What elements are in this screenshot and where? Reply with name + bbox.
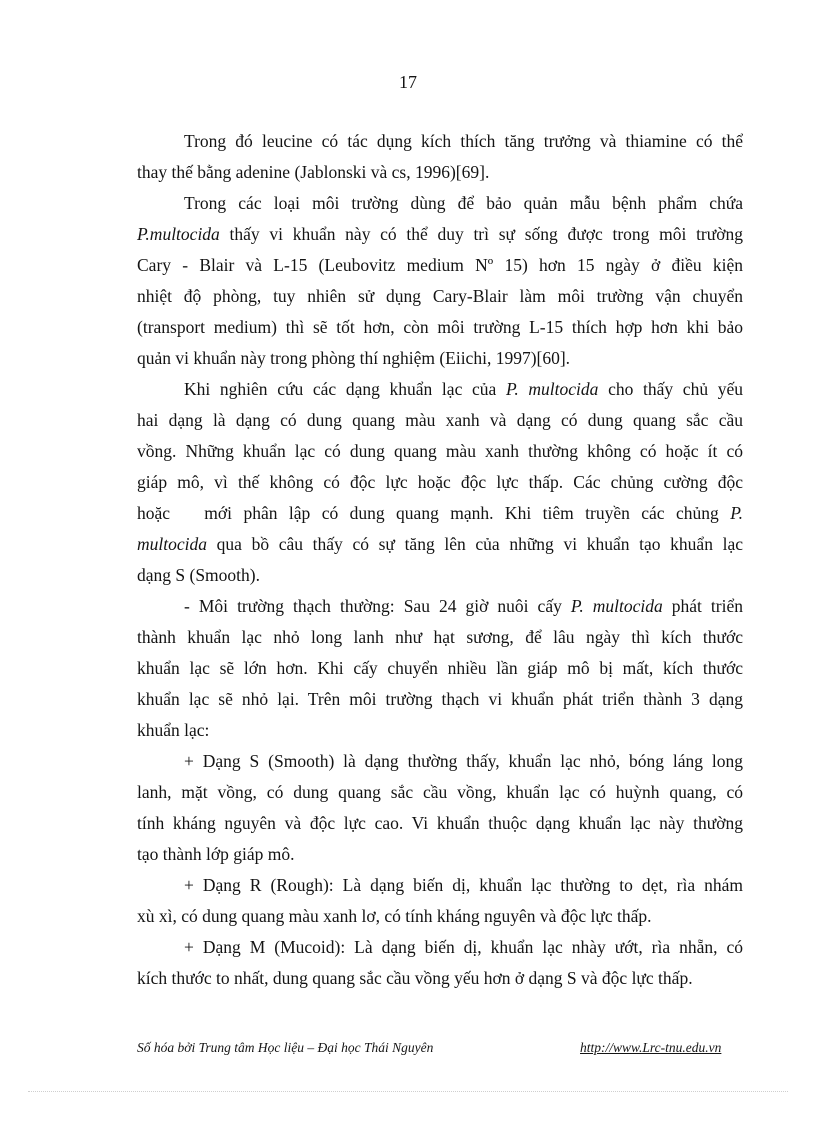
text-line [137,746,743,777]
text-line [137,901,743,932]
text-segment: phát triển [662,596,743,616]
text-line [137,467,743,498]
text-segment: hai dạng là dạng có dung quang màu xanh và dạng có dung quang sắc cầu [137,410,743,430]
text-segment: vồng. Những khuẩn lạc có dung quang màu xanh thường không có hoặc ít có [137,441,743,461]
footer-credit: Số hóa bởi Trung tâm Học liệu – Đại học Thái Nguyên [137,1040,434,1055]
text-line [137,250,743,281]
text-segment: tính kháng nguyên và độc lực cao. Vi khuẩn thuộc dạng khuẩn lạc này thường [137,813,743,833]
page-bottom-divider [28,1091,788,1092]
species-name: multocida [137,534,207,554]
text-line [137,157,743,188]
text-segment: Khi nghiên cứu các dạng khuẩn lạc của [184,379,506,399]
text-segment: thay thế bằng adenine (Jablonski và cs, 1996)[69]. [137,162,490,182]
text-segment: quản vi khuẩn này trong phòng thí nghiệm (Eiichi, 1997)[60]. [137,348,571,368]
species-name: P. multocida [570,596,663,616]
text-line [137,529,743,560]
text-segment: thấy vi khuẩn này có thể duy trì sự sống được trong môi trường [219,224,743,244]
text-line [137,963,743,994]
text-line [137,684,743,715]
text-segment: kích thước to nhất, dung quang sắc cầu vồng yếu hơn ở dạng S và độc lực thấp. [137,968,693,988]
text-segment: thành khuẩn lạc nhỏ long lanh như hạt sương, để lâu ngày thì kích thước [137,627,743,647]
text-line [137,312,743,343]
text-line [137,374,743,405]
text-line [137,932,743,963]
text-segment: Trong đó leucine có tác dụng kích thích tăng trưởng và thiamine có thể [184,131,743,151]
text-segment: tạo thành lớp giáp mô. [137,844,295,864]
text-segment: Cary - Blair và L-15 (Leubovitz medium Nº 15) hơn 15 ngày ở điều kiện [137,255,743,275]
text-line [137,281,743,312]
text-segment: + Dạng S (Smooth) là dạng thường thấy, khuẩn lạc nhỏ, bóng láng long [184,751,743,771]
text-segment: (transport medium) thì sẽ tốt hơn, còn môi trường L-15 thích hợp hơn khi bảo [137,317,743,337]
text-segment: giáp mô, vì thế không có độc lực hoặc độc lực thấp. Các chủng cường độc [137,472,743,492]
text-segment: + Dạng R (Rough): Là dạng biến dị, khuẩn lạc thường to dẹt, rìa nhám [184,875,743,895]
text-line [137,653,743,684]
text-line [137,219,743,250]
text-segment: Trong các loại môi trường dùng để bảo quản mẫu bệnh phẩm chứa [184,193,743,213]
text-segment: nhiệt độ phòng, tuy nhiên sử dụng Cary-Blair làm môi trường vận chuyển [137,286,743,306]
text-line [137,808,743,839]
species-name: P. multocida [505,379,599,399]
text-line [137,839,743,870]
text-segment: + Dạng M (Mucoid): Là dạng biến dị, khuẩn lạc nhày ướt, rìa nhẵn, có [184,937,743,957]
text-segment: cho thấy chủ yếu [598,379,743,399]
text-line [137,498,743,529]
text-segment: qua bồ câu thấy có sự tăng lên của những vi khuẩn tạo khuẩn lạc [207,534,743,554]
body-text [137,126,743,994]
text-line [137,126,743,157]
species-name: P.multocida [137,224,220,244]
text-segment: hoặc mới phân lập có dung quang mạnh. Khi tiêm truyền các chủng [137,503,731,523]
text-line [137,405,743,436]
text-line [137,870,743,901]
species-name: P. [730,503,743,523]
text-line [137,343,743,374]
text-line [137,188,743,219]
text-line [137,777,743,808]
text-line [137,436,743,467]
text-segment: xù xì, có dung quang màu xanh lơ, có tính kháng nguyên và độc lực thấp. [137,906,652,926]
text-segment: - Môi trường thạch thường: Sau 24 giờ nuôi cấy [184,596,571,616]
text-line [137,622,743,653]
text-line [137,715,743,746]
text-segment: khuẩn lạc: [137,720,210,740]
text-segment: lanh, mặt vồng, có dung quang sắc cầu vồng, khuẩn lạc có huỳnh quang, có [137,782,743,802]
text-segment: khuẩn lạc sẽ lớn hơn. Khi cấy chuyển nhiều lần giáp mô bị mất, kích thước [137,658,743,678]
text-line [137,560,743,591]
text-segment: khuẩn lạc sẽ nhỏ lại. Trên môi trường thạch vi khuẩn phát triển thành 3 dạng [137,689,743,709]
text-line [137,591,743,622]
text-segment: dạng S (Smooth). [137,565,260,585]
page-number: 17 [399,72,417,92]
footer-link[interactable]: http://www.Lrc-tnu.edu.vn [580,1040,722,1055]
